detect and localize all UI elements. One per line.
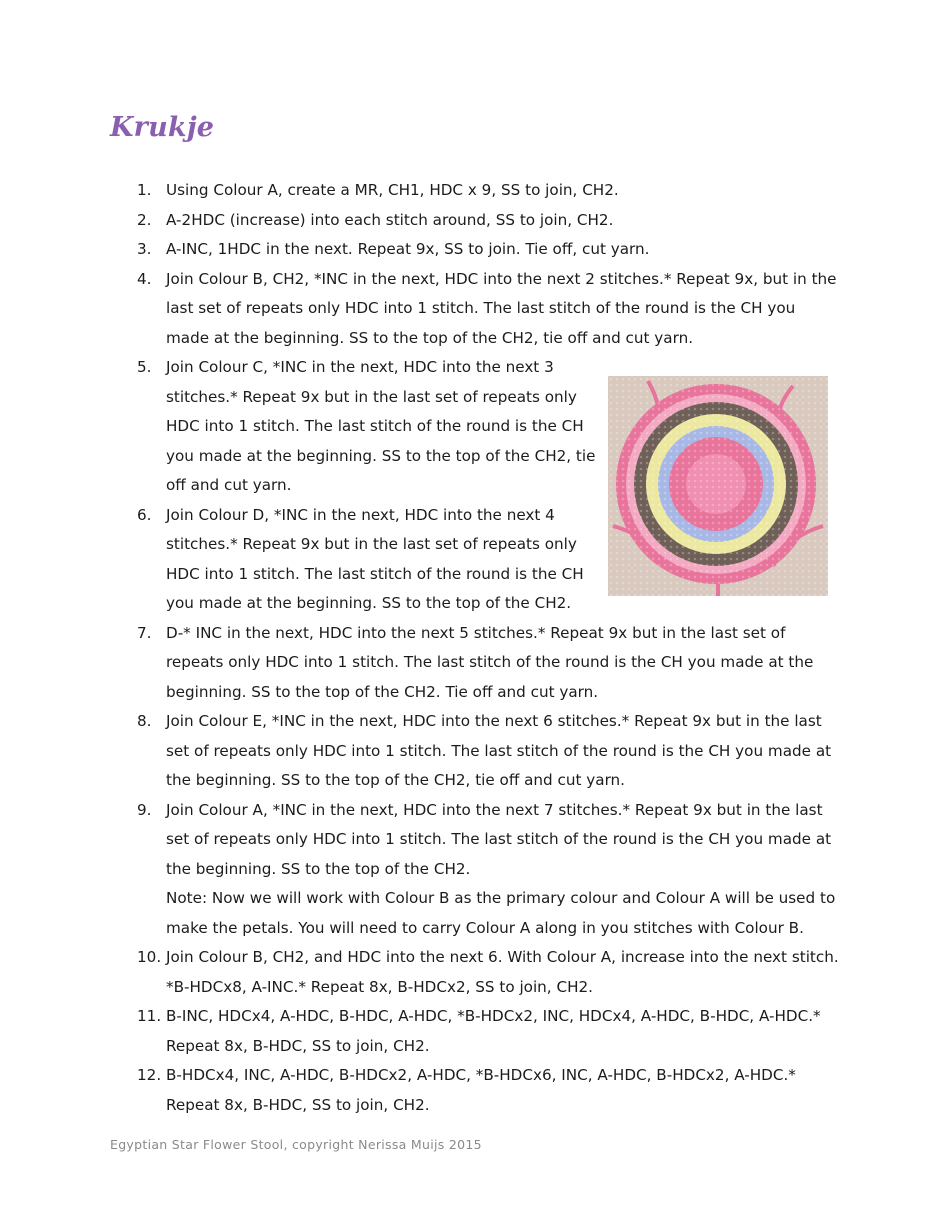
step-number: 3. [137, 240, 152, 258]
instruction-list [110, 176, 840, 1120]
list-item [110, 235, 840, 265]
list-item [110, 619, 840, 708]
list-item [110, 265, 840, 354]
list-item [110, 1002, 840, 1061]
crochet-circle-image [608, 376, 828, 596]
step-note: Note: Now we will work with Colour B as the primary colour and Colour A will be used to make the petals. You will need to carry Colour A along in you stitches with Colour B. [166, 889, 836, 937]
step-text: A-INC, 1HDC in the next. Repeat 9x, SS to join. Tie off, cut yarn. [166, 240, 650, 258]
step-number: 12. [137, 1066, 162, 1084]
list-item [110, 1061, 840, 1120]
list-item [110, 206, 840, 236]
step-number: 8. [137, 712, 152, 730]
list-item [110, 943, 840, 1002]
step-number: 10. [137, 948, 162, 966]
step-text: Join Colour B, CH2, *INC in the next, HDC into the next 2 stitches.* Repeat 9x, but in the last set of repeats only HDC into 1 stitch. The last stitch of the round is the CH you made at the beginning. SS to the top of the CH2, tie off and cut yarn. [166, 269, 837, 347]
step-number: 5. [137, 358, 152, 376]
step-text: Using Colour A, create a MR, CH1, HDC x 9, SS to join, CH2. [166, 181, 619, 199]
step-text: B-INC, HDCx4, A-HDC, B-HDC, A-HDC, *B-HDCx2, INC, HDCx4, A-HDC, B-HDC, A-HDC.* Repeat 8x, B-HDC, SS to join, CH2. [166, 1007, 821, 1055]
page-footer: Egyptian Star Flower Stool, copyright Nerissa Muijs 2015 [110, 1137, 482, 1152]
step-text: Join Colour B, CH2, and HDC into the next 6. With Colour A, increase into the next stitch. *B-HDCx8, A-INC.* Repeat 8x, B-HDCx2, SS to join, CH2. [166, 948, 839, 996]
step-text: Join Colour A, *INC in the next, HDC into the next 7 stitches.* Repeat 9x but in the last set of repeats only HDC into 1 stitch. The last stitch of the round is the CH you made at the beginning. SS to the top of the CH2. [166, 800, 832, 878]
step-text: Join Colour C, *INC in the next, HDC into the next 3 stitches.* Repeat 9x but in the last set of repeats only HDC into 1 stitch. The last stitch of the round is the CH you made at the beginning. SS to the top of the CH2, tie off and cut yarn. [166, 358, 596, 494]
list-item [110, 707, 840, 796]
step-number: 1. [137, 181, 152, 199]
step-number: 2. [137, 210, 152, 229]
circle-texture [616, 384, 816, 584]
crochet-circle-photo [608, 376, 828, 596]
step-text: Join Colour D, *INC in the next, HDC into the next 4 stitches.* Repeat 9x but in the last set of repeats only HDC into 1 stitch. The last stitch of the round is the CH you made at the beginning. SS to the top of the CH2. [166, 505, 584, 612]
step-number: 11. [137, 1007, 162, 1025]
step-number: 7. [137, 623, 152, 642]
step-number: 6. [137, 505, 152, 524]
step-text: D-* INC in the next, HDC into the next 5 stitches.* Repeat 9x but in the last set of repeats only HDC into 1 stitch. The last stitch of the round is the CH you made at the beginning. SS to the top of the CH2. Tie off and cut yarn. [166, 623, 814, 701]
page-title: Krukje [110, 112, 215, 143]
step-number: 4. [137, 269, 152, 288]
step-text: A-2HDC (increase) into each stitch around, SS to join, CH2. [166, 210, 614, 229]
step-number: 9. [137, 800, 152, 819]
step-text: B-HDCx4, INC, A-HDC, B-HDCx2, A-HDC, *B-HDCx6, INC, A-HDC, B-HDCx2, A-HDC.* Repeat 8x, B-HDC, SS to join, CH2. [166, 1066, 796, 1114]
step-text: Join Colour E, *INC in the next, HDC into the next 6 stitches.* Repeat 9x but in the last set of repeats only HDC into 1 stitch. The last stitch of the round is the CH you made at the beginning. SS to the top of the CH2, tie off and cut yarn. [166, 712, 832, 789]
list-item [110, 796, 840, 944]
list-item [110, 176, 840, 206]
